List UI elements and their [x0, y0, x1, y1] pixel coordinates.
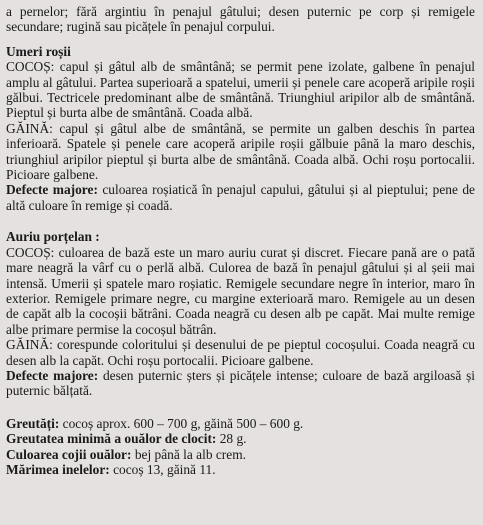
spec-value: cocoș aprox. 600 – 700 g, găină 500 – 600 g.	[59, 415, 304, 431]
intro-paragraph: a pernelor; fără argintiu în penajul gâtului; desen puternic pe corp și remigele secundare; rugină sau picățele în penajul corpului.	[6, 4, 475, 35]
auriu-portelan-defecte-paragraph	[6, 368, 475, 399]
spec-label: Mărimea inelelor:	[6, 461, 110, 477]
spec-culoare-coaja	[6, 447, 475, 462]
spec-marime-inele	[6, 462, 475, 477]
auriu-portelan-gaina-paragraph: GĂINĂ: corespunde coloritului și desenului de pe pieptul cocoșului. Coada neagră cu desen alb la capăt. Ochi roșu portocalii. Picioare galbene.	[6, 337, 475, 368]
spec-label: Greutăți:	[6, 415, 60, 431]
section-title-umeri-rosii: Umeri roșii	[6, 43, 71, 59]
defecte-label: Defecte majore:	[6, 367, 99, 383]
spec-value: bej până la alb crem.	[131, 446, 246, 462]
section-title-auriu-portelan: Auriu porțelan :	[6, 229, 100, 245]
defecte-label: Defecte majore:	[6, 182, 98, 198]
spec-label: Greutatea minimă a ouălor de clocit:	[6, 431, 217, 447]
spec-label: Culoarea cojii ouălor:	[6, 446, 132, 462]
umeri-rosii-cocos-paragraph: COCOȘ: capul și gâtul alb de smântână; se permit pene izolate, galbene în penajul amplu al gâtului. Partea superioară a spatelui, umerii și penele care acoperă aripile roșii gălbui. Tectricele predominant albe de smântână. Triunghiul aripilor alb de smântână. Pieptul și burta albe de smântână. Coada albă.	[6, 59, 475, 121]
spec-greutate-oua	[6, 431, 475, 446]
defecte-text: culoarea roșiatică în penajul capului, gâtului și al pieptului; pene de altă culoare în remige și coadă.	[6, 182, 475, 213]
umeri-rosii-defecte-paragraph	[6, 182, 475, 213]
spec-value: 28 g.	[216, 431, 247, 447]
spec-value: cocoș 13, găină 11.	[109, 461, 216, 477]
defecte-text: desen puternic șters și picățele intense; culoare de bază argiloasă și puternic bălțată.	[6, 367, 476, 399]
umeri-rosii-gaina-paragraph: GĂINĂ: capul și gâtul albe de smântână, se permite un galben deschis în partea inferioară. Spatele și penele care acoperă aripile roșii gălbuie până la maro deschis, triunghiul aripilor pieptul și burta albe de smântână. Coada albă. Ochi roșu portocalii. Picioare galbene.	[6, 120, 475, 183]
auriu-portelan-cocos-paragraph: COCOȘ: culoarea de bază este un maro auriu curat și discret. Fiecare pană are o pată mare neagră la vârf cu o perlă albă. Culorea de bază în penajul gâtului și al șeii mai intensă. Umerii și spatele maro roșiatic. Remigele secundare negre în interior, maro în exterior. Remigele primare negre, cu margine exterioară maro. Remigele au un desen de capăt alb la cocoșii bătrâni. Coada neagră cu desen alb pe capăt. Mai multe remige albe primare permise la cocoșul bătrân.	[6, 244, 475, 337]
spec-greutati	[6, 416, 475, 431]
